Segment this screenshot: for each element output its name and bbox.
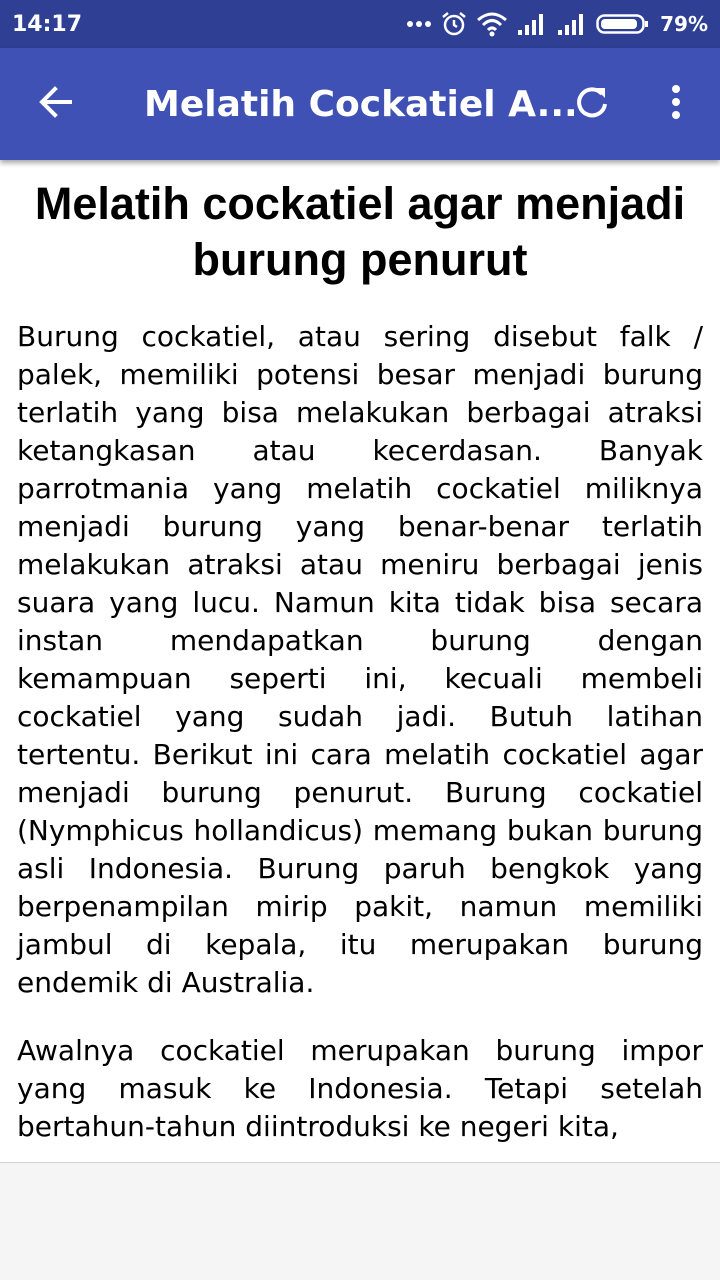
arrow-left-icon: [38, 84, 74, 124]
back-button[interactable]: [0, 48, 112, 160]
refresh-icon: [574, 84, 610, 124]
article-paragraph: Burung cockatiel, atau sering disebut falk / palek, memiliki potensi besar menjadi burung terlatih yang bisa melakukan berbagai atraksi ketangkasan atau kecerdasan. Banyak parrotmania yang melatih cockatiel miliknya menjadi burung yang benar-benar terlatih melakukan atraksi atau meniru berbagai jenis suara yang lucu. Namun kita tidak bisa secara instan mendapatkan burung dengan kemampuan seperti ini, kecuali membeli cockatiel yang sudah jadi. Butuh latihan tertentu. Berikut ini cara melatih cockatiel agar menjadi burung penurut. Burung cockatiel (Nymphicus hollandicus) memang bukan burung asli Indonesia. Burung paruh bengkok yang berpenampilan mirip pakit, namun memiliki jambul di kepala, itu merupakan burung endemik di Australia.: [17, 320, 703, 999]
battery-percent: 79%: [660, 12, 708, 36]
signal-icon: [556, 12, 588, 36]
more-dots-icon: [406, 19, 432, 29]
article-content[interactable]: [0, 160, 720, 1163]
overflow-menu-button[interactable]: [640, 72, 712, 136]
status-icons: [406, 10, 708, 38]
status-bar: [0, 0, 720, 48]
app-title: Melatih Cockatiel A...: [144, 83, 578, 125]
signal-icon: [516, 12, 548, 36]
bottom-empty-area: [0, 1163, 720, 1280]
more-vert-icon: [670, 84, 682, 124]
article-paragraph: Awalnya cockatiel merupakan burung impor yang masuk ke Indonesia. Tetapi setelah bertahun-tahun diintroduksi ke negeri kita,: [17, 1034, 703, 1143]
app-bar: [0, 48, 720, 160]
battery-icon: [596, 12, 650, 36]
alarm-icon: [440, 10, 468, 38]
status-time: 14:17: [12, 11, 83, 37]
refresh-button[interactable]: [556, 72, 628, 136]
article-title: Melatih cockatiel agar menjadi burung penurut: [34, 178, 686, 285]
wifi-icon: [476, 11, 508, 37]
